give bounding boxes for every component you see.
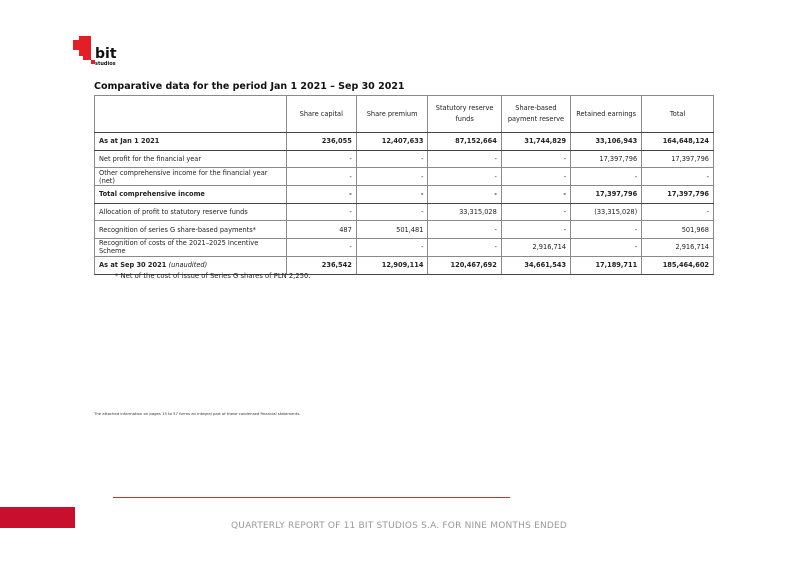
table-row <box>95 221 714 239</box>
row-label <box>95 150 287 168</box>
cell-value: - <box>428 186 501 204</box>
cell-value: - <box>356 168 428 186</box>
cell-value: - <box>501 168 570 186</box>
cell-value: - <box>428 239 501 257</box>
row-label-suffix: (unaudited) <box>168 261 208 270</box>
table-row <box>95 168 714 186</box>
cell-value: - <box>642 203 714 221</box>
cell-value: 12,407,633 <box>356 133 428 151</box>
cell-value: - <box>428 221 501 239</box>
cell-value: - <box>501 203 570 221</box>
row-label-text: Recognition of series G share-based payments* <box>99 225 256 234</box>
table-row <box>95 239 714 257</box>
cell-value: - <box>571 221 642 239</box>
cell-value: - <box>286 203 356 221</box>
cell-value: 164,648,124 <box>642 133 714 151</box>
equity-changes-table <box>94 95 714 275</box>
cell-value: - <box>571 239 642 257</box>
cell-value: 236,542 <box>286 256 356 274</box>
row-label-text: Total comprehensive income <box>99 190 205 199</box>
cell-value: 501,968 <box>642 221 714 239</box>
cell-value: 12,909,114 <box>356 256 428 274</box>
cell-value: 31,744,829 <box>501 133 570 151</box>
cell-value: 87,152,664 <box>428 133 501 151</box>
row-label <box>95 186 287 204</box>
cell-value: (33,315,028) <box>571 203 642 221</box>
cell-value: - <box>356 203 428 221</box>
cell-value: 236,055 <box>286 133 356 151</box>
cell-value: - <box>642 168 714 186</box>
cell-value: - <box>286 239 356 257</box>
footnote: * Net of the cost of issue of Series G shares of PLN 2,250. <box>115 272 311 280</box>
row-label-text: Recognition of costs of the 2021–2025 Incentive Scheme <box>99 239 259 256</box>
svg-text:studios: studios <box>95 61 116 66</box>
column-header <box>95 96 287 133</box>
table-row <box>95 186 714 204</box>
table-row <box>95 133 714 151</box>
table-row <box>95 150 714 168</box>
table-header-row <box>95 96 714 133</box>
column-header: Share capital <box>286 96 356 133</box>
column-header: Retained earnings <box>571 96 642 133</box>
row-label <box>95 203 287 221</box>
footer-text: QUARTERLY REPORT OF 11 BIT STUDIOS S.A. FOR NINE MONTHS ENDED <box>231 521 568 531</box>
row-label-text: Net profit for the financial year <box>99 155 202 164</box>
footer-accent-block <box>0 507 75 528</box>
column-header: Share premium <box>356 96 428 133</box>
cell-value: - <box>356 150 428 168</box>
cell-value: 33,106,943 <box>571 133 642 151</box>
cell-value: 17,189,711 <box>571 256 642 274</box>
cell-value: 487 <box>286 221 356 239</box>
row-label <box>95 168 287 186</box>
cell-value: - <box>428 168 501 186</box>
cell-value: - <box>501 186 570 204</box>
company-logo <box>73 36 133 66</box>
cell-value: - <box>501 150 570 168</box>
cell-value: - <box>286 186 356 204</box>
cell-value: - <box>286 150 356 168</box>
cell-value: 17,397,796 <box>642 150 714 168</box>
integral-note: The attached information on pages 15 to 57 forms an integral part of these condensed financial statements. <box>94 411 301 416</box>
table-row <box>95 203 714 221</box>
cell-value: 2,916,714 <box>501 239 570 257</box>
column-header: Total <box>642 96 714 133</box>
cell-value: 33,315,028 <box>428 203 501 221</box>
row-label <box>95 133 287 151</box>
cell-value: - <box>356 186 428 204</box>
column-header: Share-based payment reserve <box>501 96 570 133</box>
cell-value: 17,397,796 <box>642 186 714 204</box>
row-label-text: Allocation of profit to statutory reserve funds <box>99 208 248 217</box>
section-title: Comparative data for the period Jan 1 2021 – Sep 30 2021 <box>94 81 405 92</box>
cell-value: 120,467,692 <box>428 256 501 274</box>
svg-text:bit: bit <box>95 46 117 62</box>
cell-value: - <box>501 221 570 239</box>
row-label <box>95 221 287 239</box>
cell-value: 501,481 <box>356 221 428 239</box>
cell-value: - <box>286 168 356 186</box>
row-label-text: Other comprehensive income for the financial year (net) <box>99 168 268 185</box>
cell-value: 17,397,796 <box>571 186 642 204</box>
cell-value: - <box>571 168 642 186</box>
cell-value: 2,916,714 <box>642 239 714 257</box>
cell-value: 34,661,543 <box>501 256 570 274</box>
row-label-text: As at Sep 30 2021 <box>99 261 167 270</box>
cell-value: - <box>356 239 428 257</box>
footer-divider <box>113 497 510 498</box>
row-label <box>95 239 287 257</box>
cell-value: 17,397,796 <box>571 150 642 168</box>
cell-value: 185,464,602 <box>642 256 714 274</box>
column-header: Statutory reserve funds <box>428 96 501 133</box>
cell-value: - <box>428 150 501 168</box>
row-label-text: As at Jan 1 2021 <box>99 137 160 146</box>
